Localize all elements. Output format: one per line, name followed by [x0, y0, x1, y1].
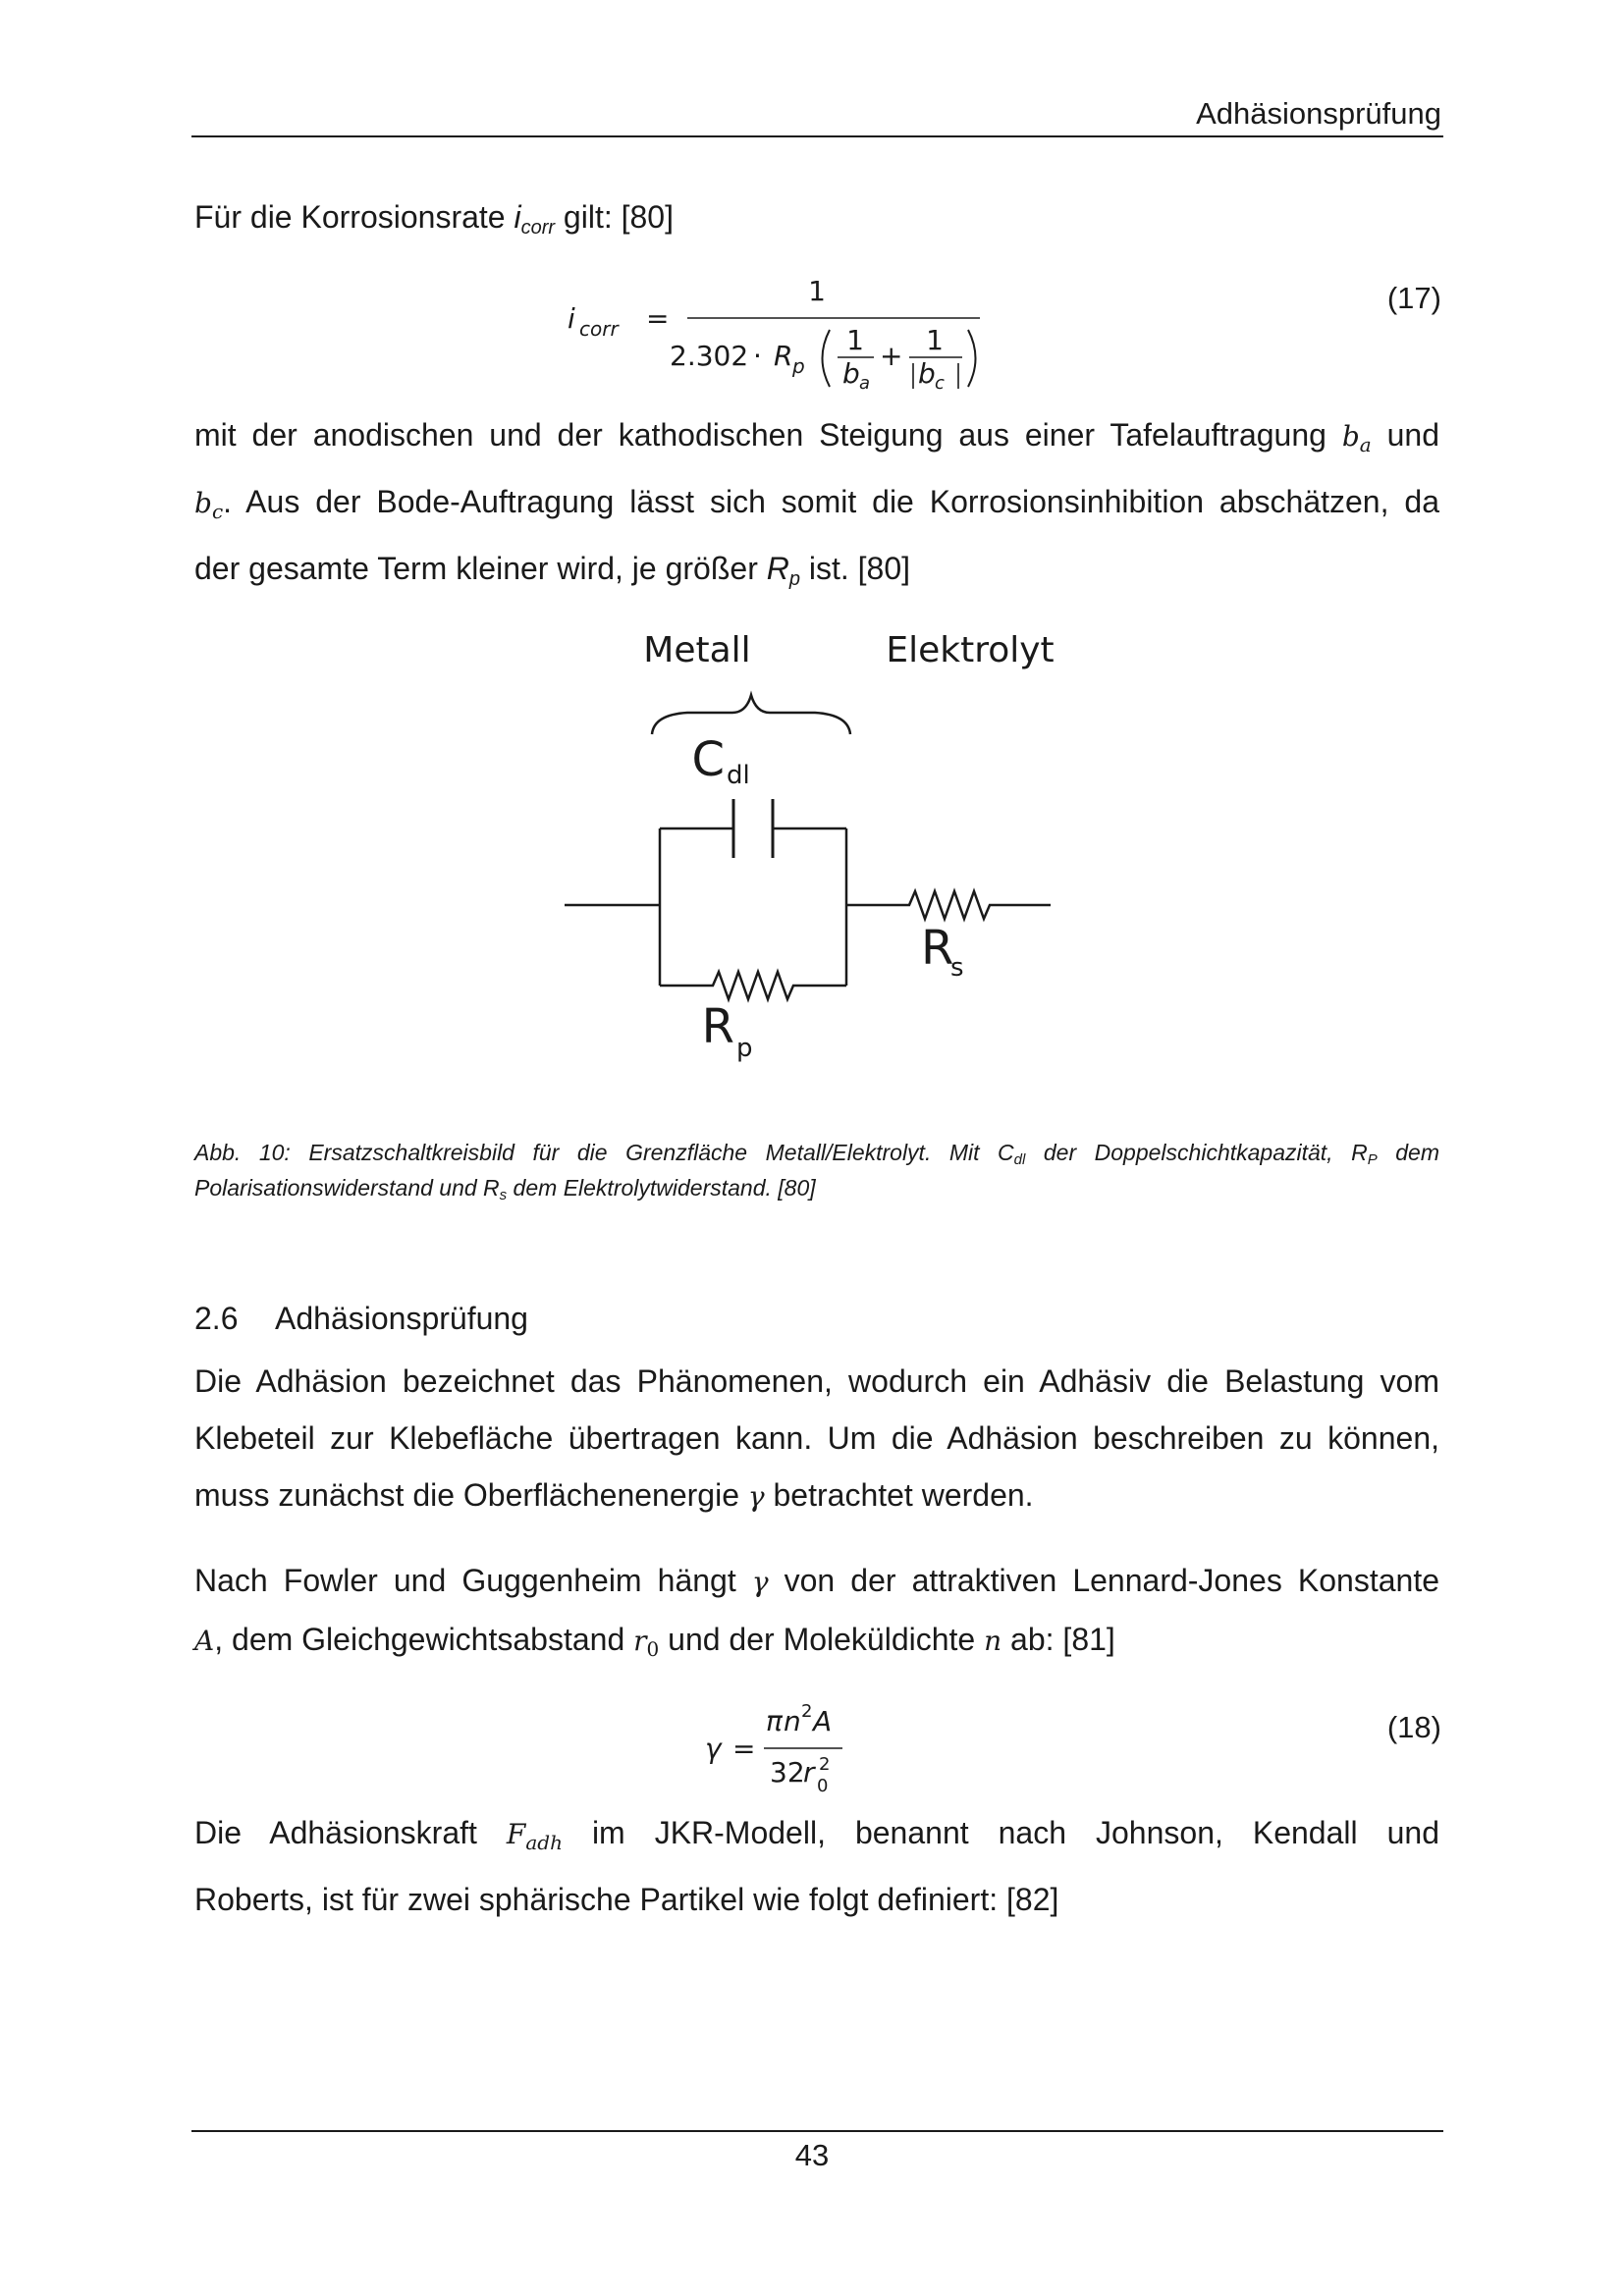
- eq17-numerator: 1: [808, 275, 826, 307]
- figure-label-rp-sub: p: [736, 1034, 753, 1063]
- intro-sentence: Für die Korrosionsrate icorr gilt: [80]: [194, 199, 674, 239]
- section-number: 2.6: [194, 1301, 239, 1336]
- eq17-rp-sub: p: [792, 354, 805, 378]
- paragraph-fowler: [194, 1552, 1439, 1678]
- footer-rule: [191, 2130, 1443, 2132]
- eq17-b-a: b: [842, 357, 860, 390]
- eq18-n-exp: 2: [801, 1701, 813, 1722]
- page-number: 43: [794, 2138, 830, 2172]
- paragraph-adhesion-line-2: Klebeteil zur Klebefläche übertragen kann. Um die Adhäsion beschreiben zu können,: [194, 1420, 1439, 1456]
- metall-brace: [652, 695, 850, 734]
- eq17-coef: 2.302: [670, 340, 749, 372]
- figure-label-metall: Metall: [643, 630, 751, 670]
- eq18-lhs: γ: [705, 1733, 722, 1765]
- equation-17-number: (17): [1386, 281, 1441, 315]
- eq18-r-exp: 2: [819, 1754, 831, 1775]
- figure-label-rs-sub: s: [950, 953, 964, 983]
- eq17-one-c: 1: [926, 324, 944, 356]
- paragraph-jkr-line-1: Die Adhäsionskraft Fadh im JKR-Modell, benannt nach Johnson, Kendall und: [194, 1815, 1440, 1854]
- equation-17: [550, 267, 1001, 404]
- eq18-r-sub: 0: [817, 1776, 829, 1796]
- section-heading: [194, 1301, 528, 1337]
- equivalent-circuit-figure: [550, 618, 1080, 1080]
- figure-label-rs: R: [921, 921, 954, 976]
- eq17-left-paren: [823, 330, 831, 387]
- eq18-n: n: [784, 1705, 801, 1737]
- paragraph-adhesion-line-3: muss zunächst die Oberflächenenergie γ betrachtet werden.: [194, 1477, 1034, 1513]
- eq17-b-a-sub: a: [859, 373, 871, 394]
- figure-label-rp: R: [701, 999, 734, 1054]
- paragraph-jkr-line-2: Roberts, ist für zwei sphärische Partikel wie folgt definiert: [82]: [194, 1882, 1059, 1917]
- eq17-one-a: 1: [846, 324, 864, 356]
- figure-label-elektrolyt: Elektrolyt: [886, 630, 1055, 670]
- paragraph-tafel: [194, 406, 1439, 608]
- equation-18-number: (18): [1386, 1710, 1441, 1744]
- eq17-right-paren: [968, 330, 976, 387]
- figure-caption: Abb. 10: Ersatzschaltkreisbild für die Grenzfläche Metall/Elektrolyt. Mit Cdl der Doppelschichtkapazität, RP dem Polarisationswiderstand und Rs dem Elektrolytwiderstand. [80]: [194, 1140, 1440, 1203]
- eq18-equals: =: [732, 1733, 756, 1765]
- eq17-b-c: b: [918, 357, 936, 390]
- eq18-A: A: [813, 1705, 833, 1737]
- eq17-lhs: i: [568, 302, 575, 335]
- eq17-plus: +: [880, 340, 903, 372]
- eq17-b-c-sub: c: [935, 373, 945, 394]
- figure-label-cdl-sub: dl: [727, 761, 750, 790]
- resistor-rp: [660, 972, 846, 999]
- paragraph-adhesion-line-1: Die Adhäsion bezeichnet das Phänomenen, wodurch ein Adhäsiv die Belastung vom: [194, 1363, 1439, 1399]
- resistor-rs: [846, 891, 1051, 919]
- running-header: Adhäsionsprüfung: [1196, 96, 1441, 131]
- paragraph-jkr: [194, 1804, 1439, 1928]
- section-title: Adhäsionsprüfung: [275, 1301, 528, 1336]
- eq18-r: r: [803, 1756, 815, 1789]
- header-rule: [191, 135, 1443, 137]
- eq17-rp: R: [774, 340, 793, 372]
- eq17-equals: =: [646, 302, 670, 335]
- paragraph-tafel-line-2: bc. Aus der Bode-Auftragung lässt sich somit die Korrosionsinhibition abschätzen, da: [194, 484, 1439, 523]
- paragraph-tafel-line-1: mit der anodischen und der kathodischen Steigung aus einer Tafelauftragung ba und: [194, 417, 1440, 456]
- paragraph-tafel-line-3: der gesamte Term kleiner wird, je größer Rp ist. [80]: [194, 551, 911, 590]
- eq18-den-coef: 32: [770, 1756, 805, 1789]
- eq18-pi: π: [766, 1705, 783, 1737]
- equation-18: [687, 1693, 884, 1811]
- figure-label-cdl: C: [691, 732, 725, 787]
- paragraph-fowler-line-1: Nach Fowler und Guggenheim hängt γ von der attraktiven Lennard-Jones Konstante: [194, 1563, 1439, 1598]
- paragraph-adhesion: [194, 1353, 1439, 1525]
- eq17-dot: ·: [753, 340, 762, 372]
- paragraph-fowler-line-2: A, dem Gleichgewichtsabstand $r_0$ und der Moleküldichte n ab: [81]: [194, 1622, 1115, 1661]
- eq17-lhs-sub: corr: [579, 317, 619, 341]
